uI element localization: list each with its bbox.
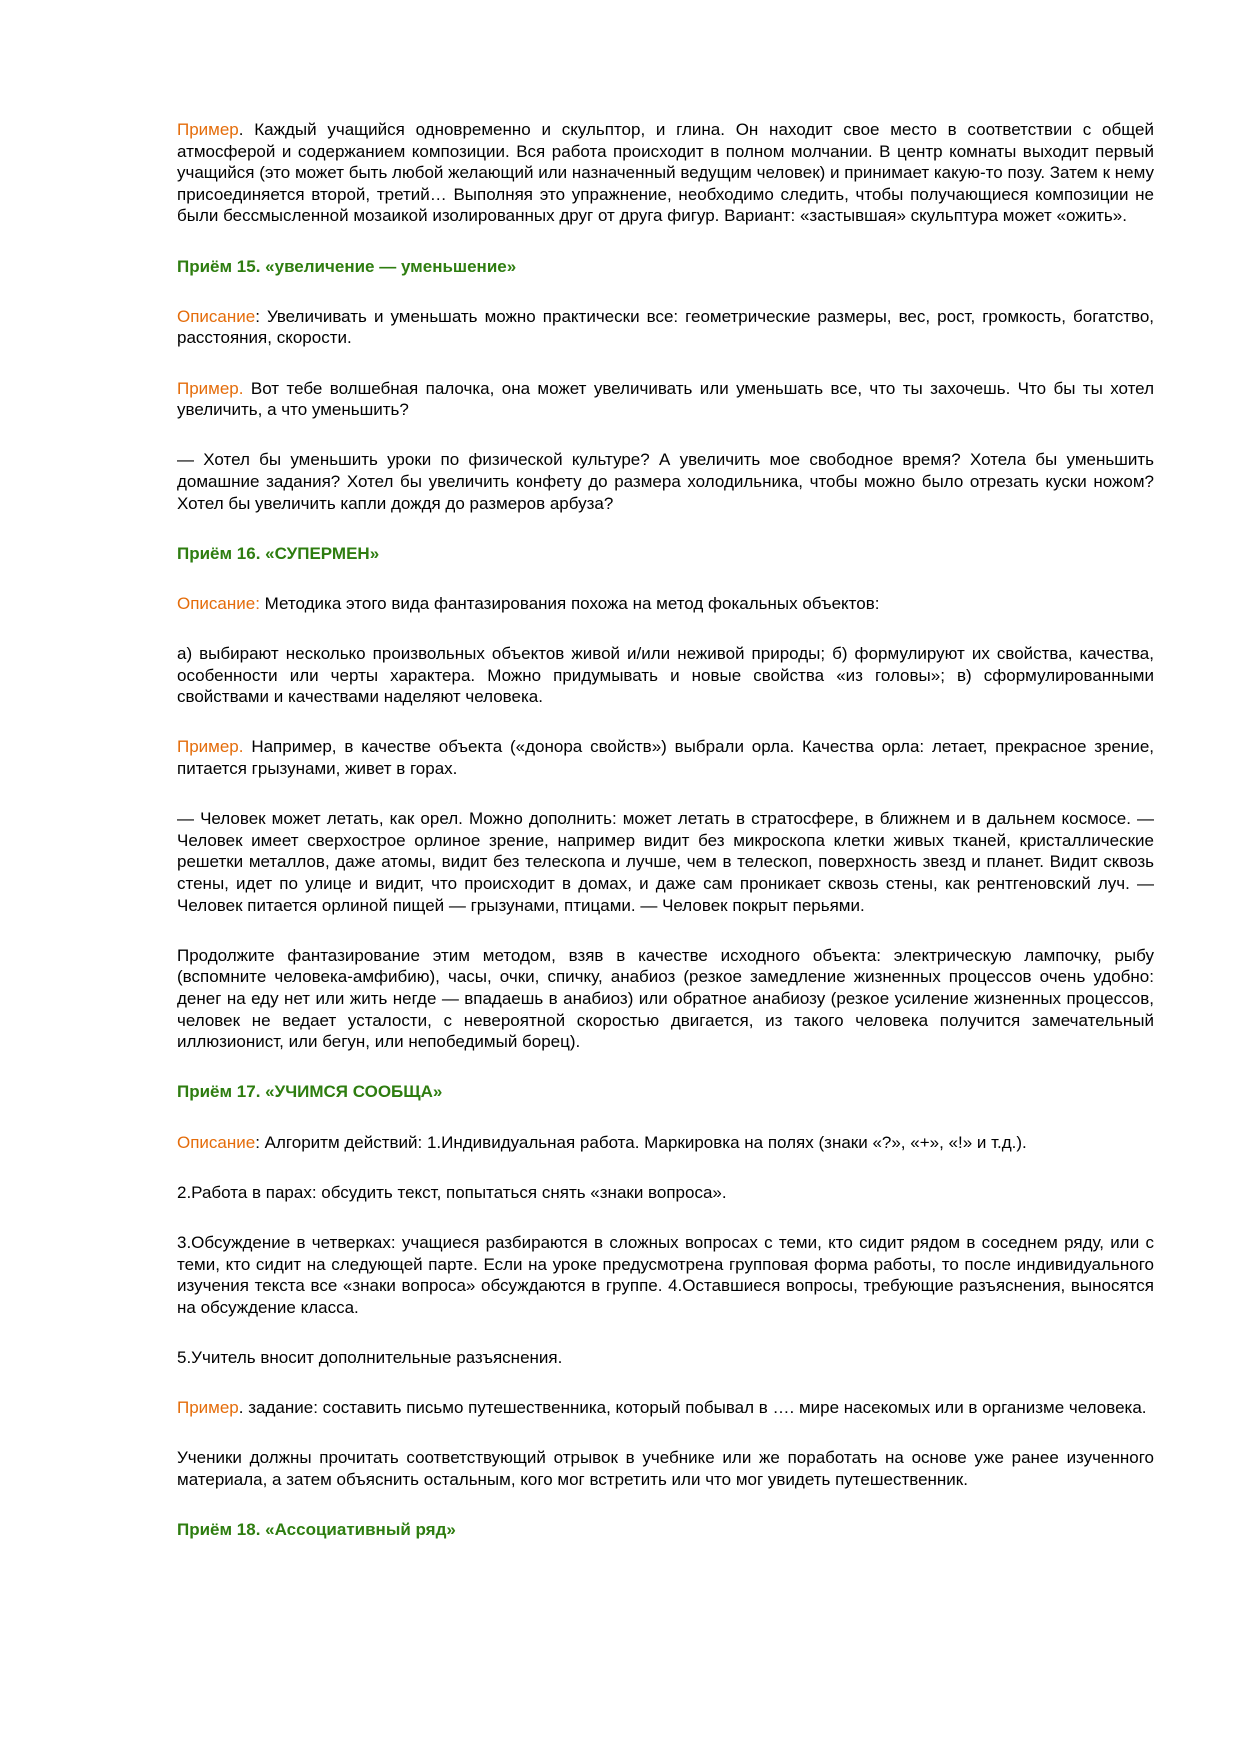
heading-technique-18: Приём 18. «Ассоциативный ряд» <box>177 1520 456 1540</box>
paragraph-text: 2.Работа в парах: обсудить текст, попытаться снять «знаки вопроса». <box>177 1182 727 1202</box>
paragraph-text: : Алгоритм действий: 1.Индивидуальная работа. Маркировка на полях (знаки «?», «+», «!» и т.д.). <box>255 1132 1027 1152</box>
paragraph-text: — Человек может летать, как орел. Можно дополнить: может летать в стратосфере, в ближнем и в дальнем космосе. — Человек имеет сверхострое орлиное зрение, например видит без микроскопа клетки живых тканей, кристаллические решетки металлов, даже атомы, видит без телескопа и лучше, чем в телескоп, поверхность звезд и планет. Видит сквозь стены, идет по улице и видит, что происходит в домах, и даже сам проникает сквозь стены, как рентгеновский луч. — Человек питается орлиной пищей — грызунами, птицами. — Человек покрыт перьями. <box>177 809 1154 915</box>
paragraph-technique-17-step-2 <box>177 1182 1154 1204</box>
paragraph-technique-15-example <box>177 378 1154 421</box>
paragraph-text: Вот тебе волшебная палочка, она может увеличивать или уменьшать все, что ты захочешь. Что бы ты хотел увеличить, а что уменьшить? <box>177 378 1154 420</box>
paragraph-technique-15-description <box>177 306 1154 349</box>
paragraph-text: Методика этого вида фантазирования похожа на метод фокальных объектов: <box>259 593 880 613</box>
paragraph-technique-16-example <box>177 736 1154 779</box>
paragraph-technique-17-example <box>177 1397 1154 1419</box>
paragraph-text: Продолжите фантазирование этим методом, взяв в качестве исходного объекта: электрическую лампочку, рыбу (вспомните человека-амфибию), часы, очки, спичку, анабиоз (резкое замедление жизненных процессов очень удобно: денег на еду нет или жить негде — впадаешь в анабиоз) или обратное анабиозу (резкое усиление жизненных процессов, человек не ведает усталости, с невероятной скоростью двигается, из такого человека получится замечательный иллюзионист, или бегун, или непобедимый борец). <box>177 945 1154 1052</box>
paragraph-text: а) выбирают несколько произвольных объектов живой и/или неживой природы; б) формулируют их свойства, качества, особенности или черты характера. Можно придумывать и новые свойства «из головы»; в) сформулированными свойствами и качествами наделяют человека. <box>177 644 1154 707</box>
paragraph-text: — Хотел бы уменьшить уроки по физической культуре? А увеличить мое свободное время? Хотела бы уменьшить домашние задания? Хотел бы увеличить конфету до размера холодильника, чтобы можно было отрезать куски ножом? Хотел бы увеличить капли дождя до размеров арбуза? <box>177 450 1154 513</box>
description-label: Описание <box>177 306 256 326</box>
paragraph-technique-16-eagle <box>177 808 1154 916</box>
paragraph-technique-17-students <box>177 1447 1154 1490</box>
paragraph-technique-16-continue <box>177 945 1154 1053</box>
example-label: Пример. <box>177 737 244 757</box>
example-label: Пример. <box>177 378 244 398</box>
paragraph-technique-17-description <box>177 1132 1154 1154</box>
paragraph-text: Ученики должны прочитать соответствующий отрывок в учебнике или же поработать на основе уже ранее изученного материала, а затем объяснить остальным, кого мог встретить или что мог увидеть путешественник. <box>177 1448 1154 1489</box>
paragraph-text: : Увеличивать и уменьшать можно практически все: геометрические размеры, вес, рост, громкость, богатство, расстояния, скорости. <box>177 306 1154 348</box>
paragraph-sculptor-example <box>177 119 1154 227</box>
heading-technique-15: Приём 15. «увеличение — уменьшение» <box>177 256 517 276</box>
paragraph-technique-16-steps <box>177 643 1154 708</box>
description-label: Описание: <box>177 593 260 613</box>
paragraph-text: . задание: составить письмо путешественника, который побывал в …. мире насекомых или в организме человека. <box>238 1398 1147 1418</box>
paragraph-technique-16-description <box>177 593 1154 615</box>
example-label: Пример <box>177 1398 239 1418</box>
paragraph-text: 5.Учитель вносит дополнительные разъяснения. <box>177 1347 563 1367</box>
paragraph-text: . Каждый учащийся одновременно и скульптор, и глина. Он находит свое место в соответствии с общей атмосферой и содержанием композиции. Вся работа происходит в полном молчании. В центр комнаты выходит первый учащийся (это может быть любой желающий или назначенный ведущим человек) и принимает какую-то позу. Затем к нему присоединяется второй, третий… Выполняя это упражнение, необходимо следить, чтобы получающиеся композиции не были бессмысленной мозаикой изолированных друг от друга фигур. Вариант: «застывшая» скульптура может «ожить». <box>177 120 1154 226</box>
example-label: Пример <box>177 120 239 139</box>
description-label: Описание <box>177 1132 256 1152</box>
paragraph-text: 3.Обсуждение в четверках: учащиеся разбираются в сложных вопросах с теми, кто сидит рядом в соседнем ряду, или с теми, кто сидит на следующей парте. Если на уроке предусмотрена групповая форма работы, то после индивидуального изучения текста все «знаки вопроса» обсуждаются в группе. 4.Оставшиеся вопросы, требующие разъяснения, выносятся на обсуждение класса. <box>177 1232 1154 1317</box>
heading-technique-16: Приём 16. «СУПЕРМЕН» <box>177 543 380 563</box>
paragraph-technique-15-questions <box>177 449 1154 514</box>
paragraph-technique-17-step-3 <box>177 1232 1154 1318</box>
paragraph-text: Например, в качестве объекта («донора свойств») выбрали орла. Качества орла: летает, прекрасное зрение, питается грызунами, живет в горах. <box>177 737 1154 779</box>
paragraph-technique-17-step-5 <box>177 1347 1154 1369</box>
heading-technique-17: Приём 17. «УЧИМСЯ СООБЩА» <box>177 1082 443 1102</box>
